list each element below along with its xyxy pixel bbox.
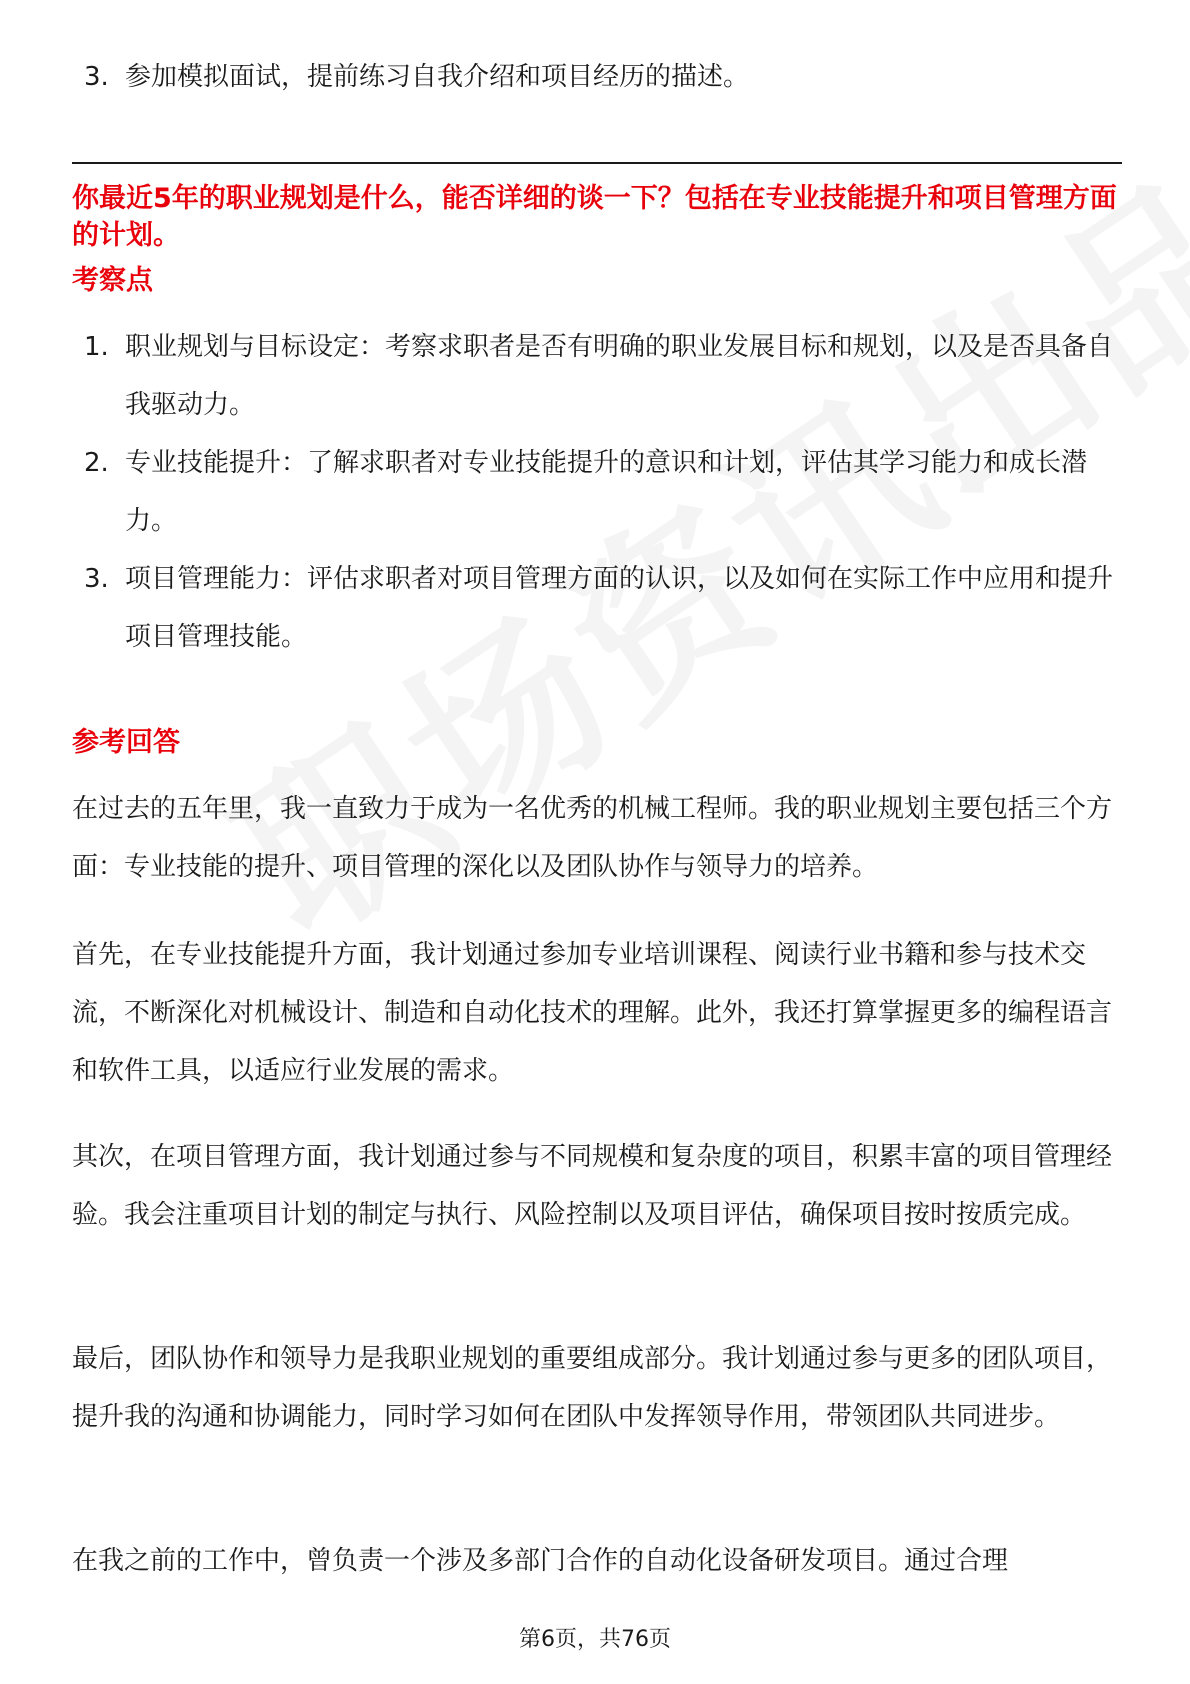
list-item xyxy=(0,434,1190,550)
answer-title: 参考回答 xyxy=(72,727,180,758)
answer-paragraph: 其次，在项目管理方面，我计划通过参与不同规模和复杂度的项目，积累丰富的项目管理经验。我会注重项目计划的制定与执行、风险控制以及项目评估，确保项目按时按质完成。 xyxy=(72,1142,1113,1230)
list-text: 专业技能提升：了解求职者对专业技能提升的意识和计划，评估其学习能力和成长潜力。 xyxy=(125,448,1088,536)
answer-paragraph: 在我之前的工作中，曾负责一个涉及多部门合作的自动化设备研发项目。通过合理 xyxy=(72,1546,1009,1576)
list-number: 3. xyxy=(84,564,109,594)
list-item xyxy=(0,550,1190,666)
list-number: 2. xyxy=(84,448,109,478)
question-heading: 你最近5年的职业规划是什么，能否详细的谈一下？包括在专业技能提升和项目管理方面的计划。 xyxy=(72,183,1117,251)
focus-list xyxy=(0,318,1190,666)
list-text: 项目管理能力：评估求职者对项目管理方面的认识，以及如何在实际工作中应用和提升项目管理技能。 xyxy=(125,564,1114,652)
list-item xyxy=(0,318,1190,434)
answer-paragraph: 首先，在专业技能提升方面，我计划通过参加专业培训课程、阅读行业书籍和参与技术交流，不断深化对机械设计、制造和自动化技术的理解。此外，我还打算掌握更多的编程语言和软件工具，以适应行业发展的需求。 xyxy=(72,940,1113,1086)
section-divider xyxy=(72,162,1122,164)
previous-list xyxy=(0,48,1190,106)
focus-title: 考察点 xyxy=(72,265,153,296)
list-number: 1. xyxy=(84,332,109,362)
list-text: 职业规划与目标设定：考察求职者是否有明确的职业发展目标和规划，以及是否具备自我驱动力。 xyxy=(125,332,1114,420)
answer-paragraph: 最后，团队协作和领导力是我职业规划的重要组成部分。我计划通过参与更多的团队项目，提升我的沟通和协调能力，同时学习如何在团队中发挥领导作用，带领团队共同进步。 xyxy=(72,1344,1113,1432)
list-text: 参加模拟面试，提前练习自我介绍和项目经历的描述。 xyxy=(125,62,750,92)
answer-paragraph: 在过去的五年里，我一直致力于成为一名优秀的机械工程师。我的职业规划主要包括三个方面：专业技能的提升、项目管理的深化以及团队协作与领导力的培养。 xyxy=(72,794,1113,882)
list-number: 3. xyxy=(84,62,109,92)
page-number: 第6页，共76页 xyxy=(519,1627,671,1652)
list-item xyxy=(0,48,1190,106)
